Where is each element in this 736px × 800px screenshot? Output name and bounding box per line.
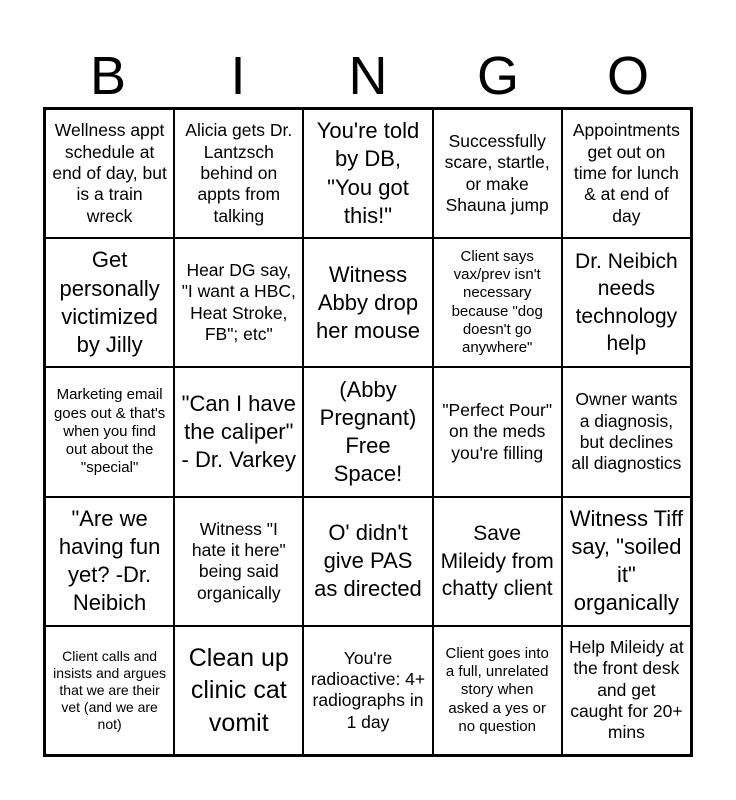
bingo-cell-r4-c3[interactable]: O' didn't give PAS as directed: [303, 497, 432, 626]
bingo-cell-r4-c1[interactable]: "Are we having fun yet? -Dr. Neibich: [45, 497, 174, 626]
bingo-cell-r1-c4[interactable]: Successfully scare, startle, or make Shauna jump: [433, 109, 562, 238]
bingo-cell-r5-c1[interactable]: Client calls and insists and argues that we are their vet (and we are not): [45, 626, 174, 755]
bingo-cell-r4-c5[interactable]: Witness Tiff say, "soiled it" organically: [562, 497, 691, 626]
bingo-cell-r3-c1[interactable]: Marketing email goes out & that's when you find out about the "special": [45, 367, 174, 496]
bingo-cell-r3-c2[interactable]: "Can I have the caliper" - Dr. Varkey: [174, 367, 303, 496]
bingo-cell-r1-c3[interactable]: You're told by DB, "You got this!": [303, 109, 432, 238]
bingo-cell-r2-c1[interactable]: Get personally victimized by Jilly: [45, 238, 174, 367]
header-letter-g: G: [476, 46, 519, 106]
header-letter-i: I: [230, 46, 246, 106]
bingo-cell-r3-c3-free-space[interactable]: (Abby Pregnant) Free Space!: [303, 367, 432, 496]
bingo-cell-r5-c4[interactable]: Client goes into a full, unrelated story when asked a yes or no question: [433, 626, 562, 755]
bingo-cell-r3-c4[interactable]: "Perfect Pour" on the meds you're filling: [433, 367, 562, 496]
bingo-cell-r4-c2[interactable]: Witness "I hate it here" being said organically: [174, 497, 303, 626]
bingo-cell-r3-c5[interactable]: Owner wants a diagnosis, but declines all diagnostics: [562, 367, 691, 496]
bingo-cell-r5-c5[interactable]: Help Mileidy at the front desk and get caught for 20+ mins: [562, 626, 691, 755]
bingo-cell-r1-c5[interactable]: Appointments get out on time for lunch & at end of day: [562, 109, 691, 238]
bingo-cell-r1-c2[interactable]: Alicia gets Dr. Lantzsch behind on appts from talking: [174, 109, 303, 238]
bingo-cell-r2-c3[interactable]: Witness Abby drop her mouse: [303, 238, 432, 367]
bingo-card-grid: [43, 107, 693, 757]
bingo-cell-r4-c4[interactable]: Save Mileidy from chatty client: [433, 497, 562, 626]
bingo-cell-r2-c2[interactable]: Hear DG say, "I want a HBC, Heat Stroke, FB"; etc": [174, 238, 303, 367]
bingo-cell-r2-c5[interactable]: Dr. Neibich needs technology help: [562, 238, 691, 367]
bingo-cell-r2-c4[interactable]: Client says vax/prev isn't necessary because "dog doesn't go anywhere": [433, 238, 562, 367]
bingo-cell-r5-c3[interactable]: You're radioactive: 4+ radiographs in 1 day: [303, 626, 432, 755]
bingo-cell-r5-c2[interactable]: Clean up clinic cat vomit: [174, 626, 303, 755]
header-letter-o: O: [606, 46, 649, 106]
bingo-cell-r1-c1[interactable]: Wellness appt schedule at end of day, but is a train wreck: [45, 109, 174, 238]
header-letter-n: N: [348, 46, 388, 106]
bingo-header: [43, 44, 693, 108]
header-letter-b: B: [89, 46, 127, 106]
